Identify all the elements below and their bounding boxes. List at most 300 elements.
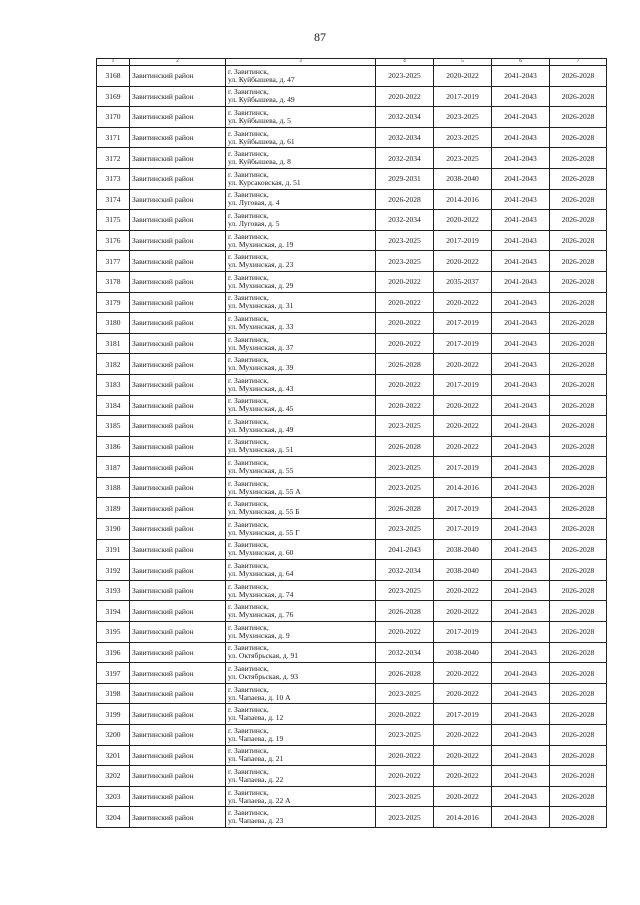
table-row xyxy=(97,786,607,807)
district-cell: Завитинский район xyxy=(130,683,226,704)
address-cell xyxy=(226,477,376,498)
period-col4: 2023-2025 xyxy=(376,457,434,478)
address-cell xyxy=(226,333,376,354)
column-number: 2 xyxy=(130,59,226,66)
period-col5: 2020-2022 xyxy=(434,292,492,313)
address-city: г. Завитинск, xyxy=(228,334,269,344)
address-cell xyxy=(226,539,376,560)
period-col5: 2020-2022 xyxy=(434,725,492,746)
period-col4: 2032-2034 xyxy=(376,148,434,169)
district-cell: Завитинский район xyxy=(130,189,226,210)
period-col7: 2026-2028 xyxy=(550,704,607,725)
table-row xyxy=(97,601,607,622)
address-street: ул. Чапаева, д. 23 xyxy=(228,816,284,826)
address-cell xyxy=(226,107,376,128)
table-row xyxy=(97,519,607,540)
table-row xyxy=(97,580,607,601)
period-col4: 2020-2022 xyxy=(376,704,434,725)
district-cell: Завитинский район xyxy=(130,642,226,663)
address-city: г. Завитинск, xyxy=(228,355,269,365)
period-col7: 2026-2028 xyxy=(550,539,607,560)
period-col7: 2026-2028 xyxy=(550,354,607,375)
address-street: ул. Октябрьская, д. 91 xyxy=(228,651,298,661)
address-city: г. Завитинск, xyxy=(228,499,269,509)
address-cell xyxy=(226,560,376,581)
period-col6: 2041-2043 xyxy=(492,519,550,540)
period-col6: 2041-2043 xyxy=(492,642,550,663)
row-number: 3176 xyxy=(97,230,130,251)
row-number: 3198 xyxy=(97,683,130,704)
district-cell: Завитинский район xyxy=(130,786,226,807)
row-number: 3179 xyxy=(97,292,130,313)
address-city: г. Завитинск, xyxy=(228,437,269,447)
address-city: г. Завитинск, xyxy=(228,87,269,97)
table-row xyxy=(97,663,607,684)
address-street: ул. Мухинская, д. 23 xyxy=(228,260,294,270)
period-col5: 2020-2022 xyxy=(434,766,492,787)
address-city: г. Завитинск, xyxy=(228,190,269,200)
address-cell xyxy=(226,436,376,457)
district-cell: Завитинский район xyxy=(130,766,226,787)
period-col7: 2026-2028 xyxy=(550,498,607,519)
period-col5: 2020-2022 xyxy=(434,210,492,231)
district-cell: Завитинский район xyxy=(130,168,226,189)
table-row xyxy=(97,477,607,498)
address-cell xyxy=(226,354,376,375)
address-cell xyxy=(226,663,376,684)
address-street: ул. Куйбышева, д. 61 xyxy=(228,136,295,146)
district-cell: Завитинский район xyxy=(130,498,226,519)
address-street: ул. Мухинская, д. 55 xyxy=(228,466,294,476)
row-number: 3171 xyxy=(97,127,130,148)
district-cell: Завитинский район xyxy=(130,519,226,540)
period-col7: 2026-2028 xyxy=(550,230,607,251)
row-number: 3172 xyxy=(97,148,130,169)
table-row xyxy=(97,292,607,313)
period-col4: 2020-2022 xyxy=(376,395,434,416)
table-row xyxy=(97,374,607,395)
table-row xyxy=(97,725,607,746)
address-street: ул. Мухинская, д. 31 xyxy=(228,301,294,311)
table-row xyxy=(97,354,607,375)
period-col4: 2023-2025 xyxy=(376,683,434,704)
period-col4: 2023-2025 xyxy=(376,786,434,807)
period-col5: 2023-2025 xyxy=(434,107,492,128)
address-street: ул. Мухинская, д. 45 xyxy=(228,404,294,414)
address-cell xyxy=(226,580,376,601)
period-col7: 2026-2028 xyxy=(550,86,607,107)
table-row xyxy=(97,642,607,663)
address-street: ул. Куйбышева, д. 47 xyxy=(228,74,295,84)
period-col4: 2020-2022 xyxy=(376,622,434,643)
period-col4: 2032-2034 xyxy=(376,107,434,128)
address-cell xyxy=(226,168,376,189)
period-col4: 2020-2022 xyxy=(376,374,434,395)
district-cell: Завитинский район xyxy=(130,86,226,107)
district-cell: Завитинский район xyxy=(130,807,226,828)
period-col7: 2026-2028 xyxy=(550,601,607,622)
period-col6: 2041-2043 xyxy=(492,725,550,746)
period-col7: 2026-2028 xyxy=(550,622,607,643)
period-col4: 2032-2034 xyxy=(376,127,434,148)
address-street: ул. Мухинская, д. 60 xyxy=(228,548,294,558)
column-number: 4 xyxy=(376,59,434,66)
address-cell xyxy=(226,148,376,169)
table-row xyxy=(97,148,607,169)
period-col4: 2032-2034 xyxy=(376,210,434,231)
period-col6: 2041-2043 xyxy=(492,663,550,684)
period-col7: 2026-2028 xyxy=(550,786,607,807)
period-col6: 2041-2043 xyxy=(492,539,550,560)
address-street: ул. Мухинская, д. 19 xyxy=(228,239,294,249)
table-row xyxy=(97,66,607,87)
period-col6: 2041-2043 xyxy=(492,498,550,519)
period-col4: 2020-2022 xyxy=(376,86,434,107)
table-row xyxy=(97,766,607,787)
district-cell: Завитинский район xyxy=(130,745,226,766)
address-cell xyxy=(226,519,376,540)
row-number: 3200 xyxy=(97,725,130,746)
district-cell: Завитинский район xyxy=(130,148,226,169)
address-street: ул. Луговая, д. 5 xyxy=(228,218,280,228)
period-col5: 2023-2025 xyxy=(434,148,492,169)
period-col6: 2041-2043 xyxy=(492,210,550,231)
table-row xyxy=(97,395,607,416)
period-col4: 2026-2028 xyxy=(376,436,434,457)
period-col5: 2017-2019 xyxy=(434,313,492,334)
address-street: ул. Куйбышева, д. 5 xyxy=(228,115,291,125)
period-col6: 2041-2043 xyxy=(492,683,550,704)
address-cell xyxy=(226,622,376,643)
period-col4: 2020-2022 xyxy=(376,333,434,354)
row-number: 3168 xyxy=(97,66,130,87)
district-cell: Завитинский район xyxy=(130,539,226,560)
address-cell xyxy=(226,725,376,746)
period-col4: 2026-2028 xyxy=(376,189,434,210)
column-number: 1 xyxy=(97,59,130,66)
period-col7: 2026-2028 xyxy=(550,148,607,169)
period-col5: 2035-2037 xyxy=(434,271,492,292)
district-cell: Завитинский район xyxy=(130,416,226,437)
period-col7: 2026-2028 xyxy=(550,107,607,128)
table-row xyxy=(97,127,607,148)
address-cell xyxy=(226,251,376,272)
period-col6: 2041-2043 xyxy=(492,560,550,581)
period-col5: 2017-2019 xyxy=(434,519,492,540)
address-cell xyxy=(226,374,376,395)
period-col5: 2017-2019 xyxy=(434,333,492,354)
address-street: ул. Мухинская, д. 37 xyxy=(228,342,294,352)
period-col6: 2041-2043 xyxy=(492,107,550,128)
district-cell: Завитинский район xyxy=(130,251,226,272)
period-col7: 2026-2028 xyxy=(550,519,607,540)
period-col4: 2023-2025 xyxy=(376,477,434,498)
address-city: г. Завитинск, xyxy=(228,478,269,488)
address-street: ул. Чапаева, д. 21 xyxy=(228,754,284,764)
address-cell xyxy=(226,416,376,437)
address-city: г. Завитинск, xyxy=(228,581,269,591)
address-city: г. Завитинск, xyxy=(228,643,269,653)
table-row xyxy=(97,457,607,478)
table-row xyxy=(97,230,607,251)
address-city: г. Завитинск, xyxy=(228,272,269,282)
row-number: 3203 xyxy=(97,786,130,807)
period-col7: 2026-2028 xyxy=(550,271,607,292)
address-cell xyxy=(226,498,376,519)
period-col7: 2026-2028 xyxy=(550,807,607,828)
address-city: г. Завитинск, xyxy=(228,705,269,715)
period-col7: 2026-2028 xyxy=(550,210,607,231)
address-street: ул. Мухинская, д. 29 xyxy=(228,280,294,290)
period-col4: 2023-2025 xyxy=(376,519,434,540)
address-cell xyxy=(226,642,376,663)
period-col5: 2014-2016 xyxy=(434,807,492,828)
address-street: ул. Мухинская, д. 55 Б xyxy=(228,507,300,517)
period-col6: 2041-2043 xyxy=(492,333,550,354)
address-city: г. Завитинск, xyxy=(228,540,269,550)
district-cell: Завитинский район xyxy=(130,601,226,622)
period-col5: 2020-2022 xyxy=(434,395,492,416)
period-col7: 2026-2028 xyxy=(550,251,607,272)
period-col6: 2041-2043 xyxy=(492,251,550,272)
period-col6: 2041-2043 xyxy=(492,457,550,478)
address-street: ул. Чапаева, д. 22 А xyxy=(228,795,291,805)
address-street: ул. Мухинская, д. 49 xyxy=(228,424,294,434)
address-street: ул. Куйбышева, д. 49 xyxy=(228,95,295,105)
period-col4: 2026-2028 xyxy=(376,663,434,684)
period-col7: 2026-2028 xyxy=(550,745,607,766)
address-city: г. Завитинск, xyxy=(228,416,269,426)
table-row xyxy=(97,210,607,231)
address-city: г. Завитинск, xyxy=(228,169,269,179)
period-col6: 2041-2043 xyxy=(492,766,550,787)
row-number: 3175 xyxy=(97,210,130,231)
address-cell xyxy=(226,395,376,416)
period-col6: 2041-2043 xyxy=(492,704,550,725)
address-city: г. Завитинск, xyxy=(228,458,269,468)
district-cell: Завитинский район xyxy=(130,457,226,478)
address-city: г. Завитинск, xyxy=(228,231,269,241)
period-col5: 2017-2019 xyxy=(434,704,492,725)
row-number: 3187 xyxy=(97,457,130,478)
row-number: 3173 xyxy=(97,168,130,189)
address-cell xyxy=(226,766,376,787)
table-row xyxy=(97,622,607,643)
address-street: ул. Мухинская, д. 64 xyxy=(228,569,294,579)
period-col4: 2023-2025 xyxy=(376,66,434,87)
period-col5: 2014-2016 xyxy=(434,189,492,210)
address-city: г. Завитинск, xyxy=(228,787,269,797)
period-col6: 2041-2043 xyxy=(492,148,550,169)
address-city: г. Завитинск, xyxy=(228,725,269,735)
period-col6: 2041-2043 xyxy=(492,354,550,375)
row-number: 3196 xyxy=(97,642,130,663)
address-city: г. Завитинск, xyxy=(228,210,269,220)
period-col4: 2026-2028 xyxy=(376,354,434,375)
period-col4: 2026-2028 xyxy=(376,601,434,622)
period-col7: 2026-2028 xyxy=(550,642,607,663)
period-col5: 2038-2040 xyxy=(434,560,492,581)
period-col6: 2041-2043 xyxy=(492,477,550,498)
district-cell: Завитинский район xyxy=(130,333,226,354)
district-cell: Завитинский район xyxy=(130,107,226,128)
period-col6: 2041-2043 xyxy=(492,189,550,210)
period-col4: 2020-2022 xyxy=(376,766,434,787)
period-col4: 2020-2022 xyxy=(376,292,434,313)
address-cell xyxy=(226,210,376,231)
period-col5: 2020-2022 xyxy=(434,354,492,375)
table-row xyxy=(97,745,607,766)
period-col6: 2041-2043 xyxy=(492,395,550,416)
period-col6: 2041-2043 xyxy=(492,313,550,334)
table-row xyxy=(97,333,607,354)
row-number: 3190 xyxy=(97,519,130,540)
row-number: 3197 xyxy=(97,663,130,684)
period-col4: 2026-2028 xyxy=(376,498,434,519)
column-number: 5 xyxy=(434,59,492,66)
address-city: г. Завитинск, xyxy=(228,622,269,632)
row-number: 3201 xyxy=(97,745,130,766)
address-street: ул. Луговая, д. 4 xyxy=(228,198,280,208)
address-city: г. Завитинск, xyxy=(228,66,269,76)
address-street: ул. Куйбышева, д. 8 xyxy=(228,157,291,167)
row-number: 3202 xyxy=(97,766,130,787)
period-col5: 2017-2019 xyxy=(434,498,492,519)
column-number: 6 xyxy=(492,59,550,66)
period-col4: 2032-2034 xyxy=(376,642,434,663)
period-col4: 2023-2025 xyxy=(376,230,434,251)
period-col5: 2020-2022 xyxy=(434,683,492,704)
address-city: г. Завитинск, xyxy=(228,149,269,159)
period-col7: 2026-2028 xyxy=(550,374,607,395)
table-body xyxy=(97,59,607,828)
period-col6: 2041-2043 xyxy=(492,374,550,395)
period-col5: 2014-2016 xyxy=(434,477,492,498)
row-number: 3193 xyxy=(97,580,130,601)
registry-table xyxy=(96,58,607,828)
district-cell: Завитинский район xyxy=(130,66,226,87)
column-number: 3 xyxy=(226,59,376,66)
period-col5: 2017-2019 xyxy=(434,374,492,395)
address-city: г. Завитинск, xyxy=(228,766,269,776)
period-col5: 2020-2022 xyxy=(434,663,492,684)
period-col6: 2041-2043 xyxy=(492,807,550,828)
period-col7: 2026-2028 xyxy=(550,292,607,313)
period-col5: 2038-2040 xyxy=(434,539,492,560)
address-street: ул. Мухинская, д. 51 xyxy=(228,445,294,455)
address-cell xyxy=(226,807,376,828)
table-row xyxy=(97,251,607,272)
period-col6: 2041-2043 xyxy=(492,622,550,643)
period-col7: 2026-2028 xyxy=(550,580,607,601)
period-col6: 2041-2043 xyxy=(492,292,550,313)
row-number: 3183 xyxy=(97,374,130,395)
period-col7: 2026-2028 xyxy=(550,189,607,210)
address-city: г. Завитинск, xyxy=(228,561,269,571)
address-cell xyxy=(226,683,376,704)
address-city: г. Завитинск, xyxy=(228,313,269,323)
row-number: 3170 xyxy=(97,107,130,128)
period-col5: 2020-2022 xyxy=(434,66,492,87)
table-row xyxy=(97,498,607,519)
period-col4: 2023-2025 xyxy=(376,251,434,272)
row-number: 3184 xyxy=(97,395,130,416)
address-city: г. Завитинск, xyxy=(228,664,269,674)
address-city: г. Завитинск, xyxy=(228,746,269,756)
period-col5: 2020-2022 xyxy=(434,745,492,766)
period-col5: 2017-2019 xyxy=(434,86,492,107)
period-col7: 2026-2028 xyxy=(550,663,607,684)
address-street: ул. Мухинская, д. 76 xyxy=(228,610,294,620)
address-street: ул. Мухинская, д. 55 Г xyxy=(228,527,300,537)
period-col6: 2041-2043 xyxy=(492,580,550,601)
row-number: 3182 xyxy=(97,354,130,375)
district-cell: Завитинский район xyxy=(130,704,226,725)
period-col4: 2020-2022 xyxy=(376,745,434,766)
row-number: 3195 xyxy=(97,622,130,643)
period-col7: 2026-2028 xyxy=(550,766,607,787)
address-cell xyxy=(226,745,376,766)
period-col4: 2023-2025 xyxy=(376,725,434,746)
row-number: 3186 xyxy=(97,436,130,457)
period-col7: 2026-2028 xyxy=(550,457,607,478)
table-row xyxy=(97,189,607,210)
table-row xyxy=(97,86,607,107)
column-number-row xyxy=(97,59,607,66)
period-col6: 2041-2043 xyxy=(492,127,550,148)
address-city: г. Завитинск, xyxy=(228,396,269,406)
period-col4: 2032-2034 xyxy=(376,560,434,581)
district-cell: Завитинский район xyxy=(130,313,226,334)
address-city: г. Завитинск, xyxy=(228,252,269,262)
period-col7: 2026-2028 xyxy=(550,127,607,148)
period-col5: 2017-2019 xyxy=(434,230,492,251)
address-city: г. Завитинск, xyxy=(228,128,269,138)
period-col6: 2041-2043 xyxy=(492,168,550,189)
period-col7: 2026-2028 xyxy=(550,66,607,87)
address-cell xyxy=(226,292,376,313)
period-col6: 2041-2043 xyxy=(492,745,550,766)
row-number: 3181 xyxy=(97,333,130,354)
period-col7: 2026-2028 xyxy=(550,333,607,354)
district-cell: Завитинский район xyxy=(130,663,226,684)
period-col7: 2026-2028 xyxy=(550,168,607,189)
period-col5: 2020-2022 xyxy=(434,580,492,601)
address-cell xyxy=(226,86,376,107)
table-row xyxy=(97,107,607,128)
period-col5: 2038-2040 xyxy=(434,642,492,663)
district-cell: Завитинский район xyxy=(130,210,226,231)
address-cell xyxy=(226,786,376,807)
address-cell xyxy=(226,230,376,251)
address-cell xyxy=(226,704,376,725)
period-col7: 2026-2028 xyxy=(550,683,607,704)
district-cell: Завитинский район xyxy=(130,622,226,643)
address-street: ул. Мухинская, д. 9 xyxy=(228,630,290,640)
district-cell: Завитинский район xyxy=(130,271,226,292)
period-col6: 2041-2043 xyxy=(492,786,550,807)
period-col6: 2041-2043 xyxy=(492,66,550,87)
period-col4: 2029-2031 xyxy=(376,168,434,189)
period-col6: 2041-2043 xyxy=(492,271,550,292)
address-street: ул. Мухинская, д. 33 xyxy=(228,321,294,331)
address-city: г. Завитинск, xyxy=(228,375,269,385)
district-cell: Завитинский район xyxy=(130,725,226,746)
address-street: ул. Мухинская, д. 55 А xyxy=(228,486,301,496)
district-cell: Завитинский район xyxy=(130,580,226,601)
row-number: 3194 xyxy=(97,601,130,622)
district-cell: Завитинский район xyxy=(130,560,226,581)
